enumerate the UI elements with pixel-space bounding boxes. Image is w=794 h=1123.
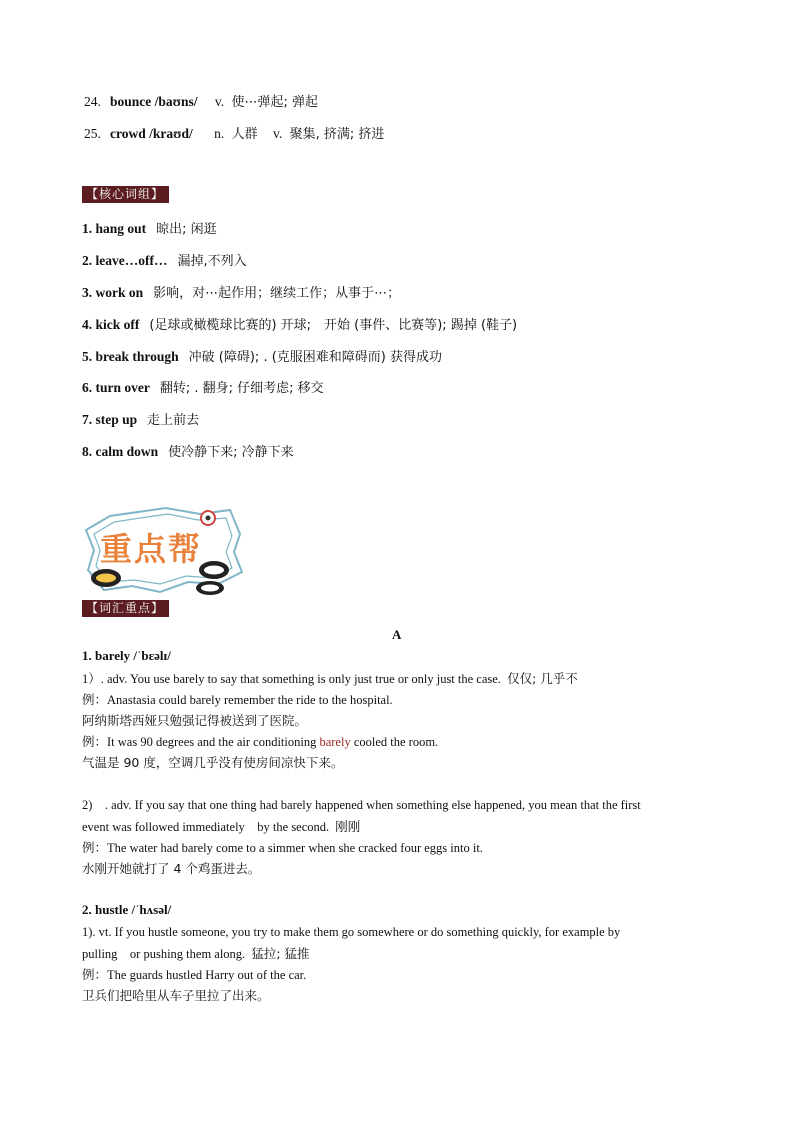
phrase-item <box>82 282 400 301</box>
example-line <box>82 964 306 986</box>
core-phrases-header: 【核心词组】 <box>82 186 169 203</box>
phrase-zh: 影响，对⋯起作用；继续工作；从事于⋯； <box>153 286 401 301</box>
phrase-en: 7. step up <box>82 412 138 427</box>
phrase-zh: 翻转; . 翻身; 仔细考虑; 移交 <box>159 381 324 396</box>
vocab-focus-header: 【词汇重点】 <box>82 600 169 617</box>
phrase-en: 8. calm down <box>82 444 159 459</box>
example-line <box>82 689 393 711</box>
vocab-word: bounce /baʊns/ <box>110 94 198 109</box>
entry-head: 2. hustle /ˈhʌsəl/ <box>82 902 172 917</box>
example-translation <box>82 710 307 732</box>
section-letter: A <box>392 627 402 642</box>
banner-graphic <box>80 506 245 596</box>
example-translation <box>82 985 270 1007</box>
definition-line <box>82 668 578 690</box>
vocab-item-24 <box>84 91 318 110</box>
phrase-en: 2. leave…off… <box>82 253 168 268</box>
phrase-en: 5. break through <box>82 349 179 364</box>
phrase-item <box>82 409 199 428</box>
vocab-number: 25. <box>84 126 101 141</box>
definition-zh: 仅仅; 几乎不 <box>507 671 578 686</box>
phrase-zh: 走上前去 <box>147 413 200 428</box>
phrase-zh: 冲破 (障碍); . (克服困难和障碍而) 获得成功 <box>188 350 442 365</box>
example-en: It was 90 degrees and the air conditioning <box>107 735 320 749</box>
phrase-zh: 漏掉,不列入 <box>177 254 247 269</box>
example-en: cooled the room. <box>350 735 439 749</box>
example-zh: 水刚开她就打了 4 个鸡蛋进去。 <box>82 861 261 876</box>
definition-zh: 猛拉; 猛推 <box>251 946 310 961</box>
example-line <box>82 837 483 859</box>
phrase-item <box>82 250 247 269</box>
example-translation <box>82 752 343 774</box>
phrase-zh: 使冷静下来; 冷静下来 <box>168 445 294 460</box>
vocab-meaning: 使⋯弹起; 弹起 <box>231 95 319 110</box>
vocab-pos: v. <box>214 94 225 109</box>
definition-line <box>82 943 310 965</box>
example-label: 例： <box>82 967 108 982</box>
definition-en: event was followed immediately by the second. <box>82 820 330 834</box>
example-en: The water had barely come to a simmer when she cracked four eggs into it. <box>107 841 483 855</box>
phrase-zh: (足球或橄榄球比赛的) 开球; 开始 (事件、比赛等); 踢掉 (鞋子) <box>149 318 518 333</box>
phrase-en: 1. hang out <box>82 221 147 236</box>
vocab-number: 24. <box>84 94 101 109</box>
vocab-item-25 <box>84 123 384 142</box>
definition-zh: 刚刚 <box>335 819 361 834</box>
definition-en: pulling or pushing them along. <box>82 947 246 961</box>
definition-en: 1). vt. If you hustle someone, you try to make them go somewhere or do something quickly, for example by <box>82 925 621 939</box>
phrase-zh: 晾出; 闲逛 <box>156 222 217 237</box>
phrase-item <box>82 441 294 460</box>
example-zh: 阿纳斯塔西娅只勉强记得被送到了医院。 <box>82 713 308 728</box>
vocab-meaning: 人群 <box>231 127 258 142</box>
definition-en: 2) . adv. If you say that one thing had barely happened when something else happened, you mean that the first <box>82 798 641 812</box>
phrase-item <box>82 314 517 333</box>
phrase-item <box>82 346 442 365</box>
vocab-pos: n. <box>214 126 225 141</box>
vocab-meaning-2: 聚集, 挤满; 挤进 <box>289 127 385 142</box>
phrase-item <box>82 377 324 396</box>
example-translation <box>82 858 260 880</box>
definition-line <box>82 922 620 943</box>
example-en: The guards hustled Harry out of the car. <box>107 968 307 982</box>
example-line <box>82 731 438 753</box>
definition-line <box>82 795 641 816</box>
phrase-en: 6. turn over <box>82 380 150 395</box>
definition-en: 1）. adv. You use barely to say that something is only just true or only just the case. <box>82 672 501 686</box>
example-label: 例： <box>82 840 108 855</box>
example-en: Anastasia could barely remember the ride to the hospital. <box>107 693 393 707</box>
phrase-en: 4. kick off <box>82 317 140 332</box>
example-label: 例： <box>82 692 108 707</box>
highlighted-word: barely <box>319 735 351 749</box>
vocab-word: crowd /kraʊd/ <box>110 126 193 141</box>
phrase-en: 3. work on <box>82 285 144 300</box>
example-zh: 卫兵们把哈里从车子里拉了出来。 <box>82 988 270 1003</box>
entry-head: 1. barely /ˈbɛəlɪ/ <box>82 648 171 663</box>
definition-line <box>82 816 360 838</box>
example-label: 例： <box>82 734 108 749</box>
phrase-item <box>82 218 217 237</box>
example-zh: 气温是 90 度，空调几乎没有使房间凉快下来。 <box>82 755 344 770</box>
banner-title: 重点帮 <box>100 530 203 568</box>
vocab-pos-2: v. <box>272 126 283 141</box>
